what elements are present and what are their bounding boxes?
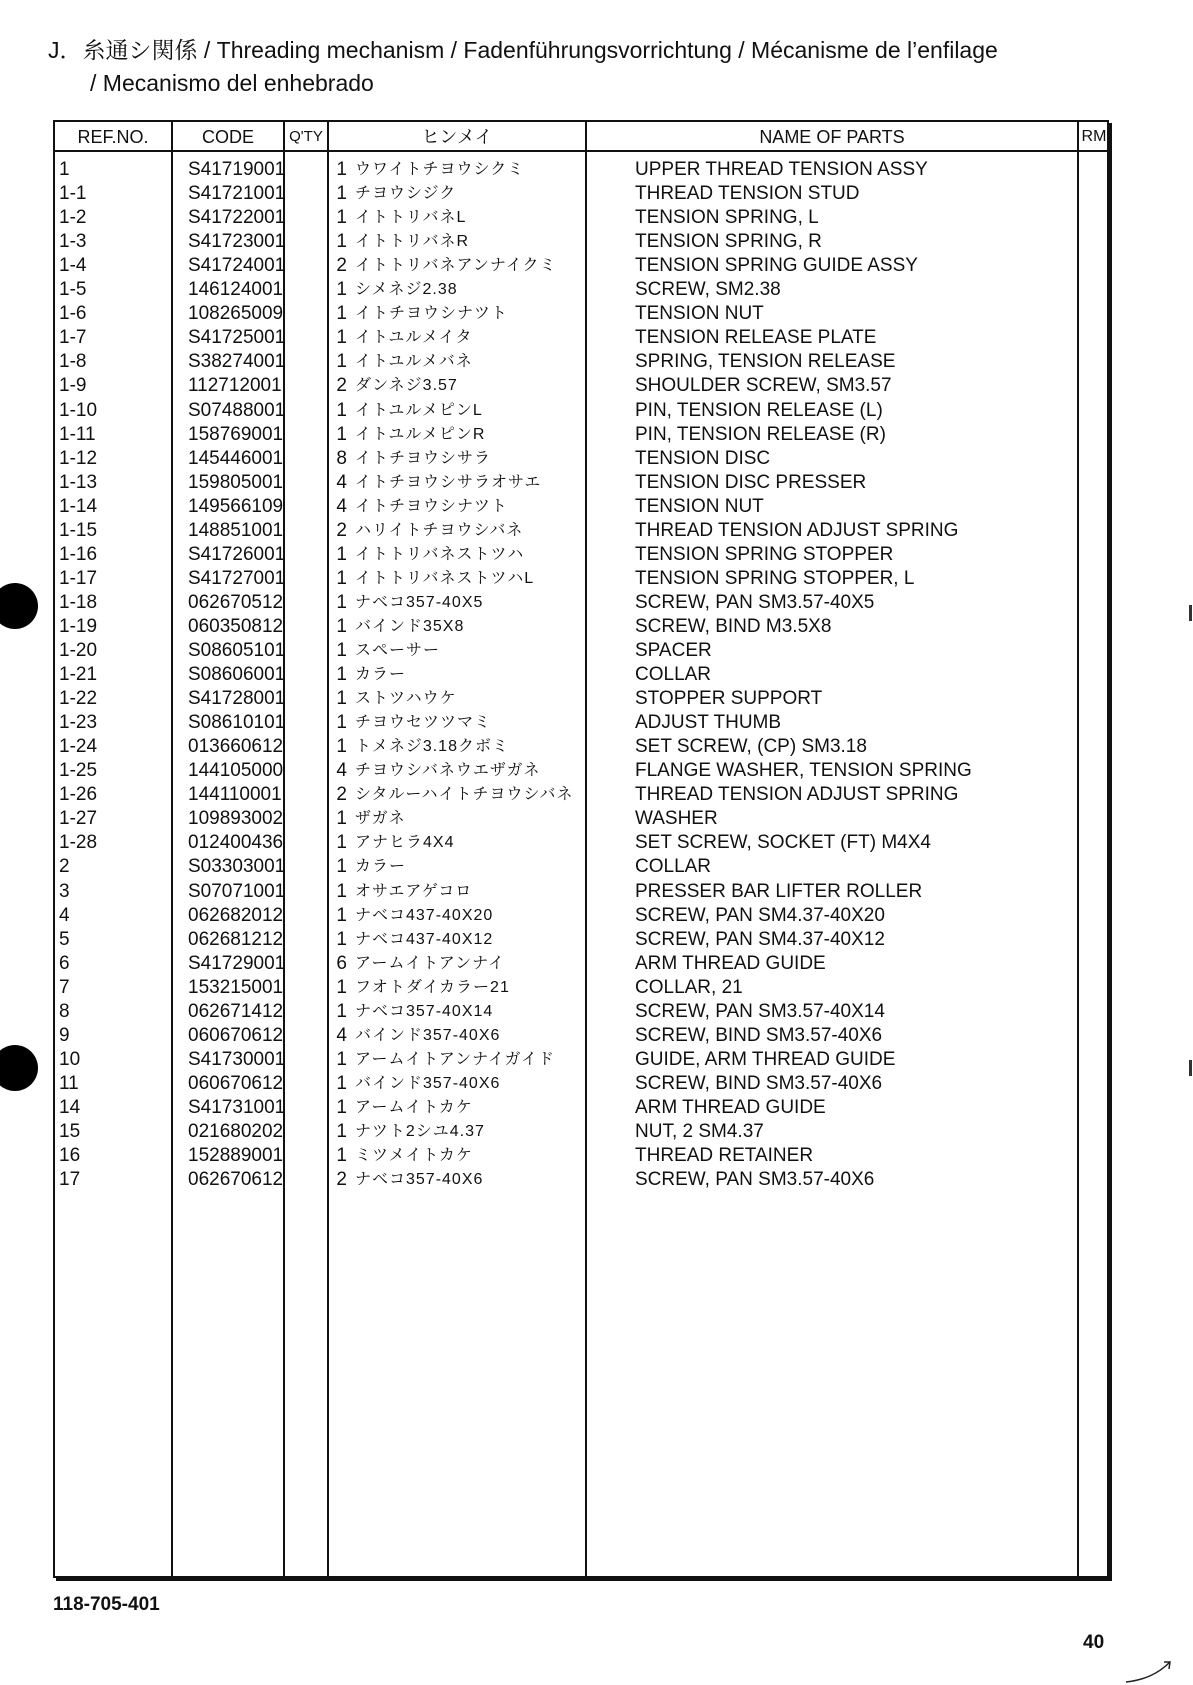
- header-qty: Q'TY: [289, 128, 323, 145]
- table-row: [55, 1048, 1107, 1072]
- edge-mark: [1189, 605, 1192, 621]
- ref-no-cell: 4: [59, 904, 70, 926]
- qty-cell: 1: [336, 183, 347, 205]
- part-name-cell: THREAD TENSION ADJUST SPRING: [635, 784, 959, 806]
- code-cell: S41727001: [188, 567, 286, 589]
- part-name-cell: SPACER: [635, 640, 712, 661]
- code-cell: 112712001: [188, 375, 282, 397]
- table-row: [55, 1144, 1107, 1168]
- table-row: [55, 976, 1107, 1000]
- ref-no-cell: 1-19: [59, 615, 98, 637]
- ref-no-cell: 1-26: [59, 784, 98, 806]
- part-name-cell: SCREW, PAN SM4.37-40X12: [635, 928, 885, 950]
- code-cell: 146124001: [188, 279, 284, 301]
- part-name-cell: SCREW, PAN SM3.57-40X6: [635, 1169, 875, 1191]
- table-row: [55, 1000, 1107, 1024]
- part-name-cell: THREAD TENSION STUD: [635, 183, 860, 205]
- code-cell: S08610101: [188, 712, 286, 734]
- code-cell: 149566109: [188, 495, 284, 517]
- kana-name-cell: イトトリバネアンナイクミ: [355, 257, 557, 275]
- code-cell: S41729001: [188, 952, 286, 974]
- qty-cell: 1: [336, 591, 347, 613]
- kana-name-cell: ナベコ357-40X14: [355, 1002, 494, 1020]
- table-row: [55, 880, 1107, 904]
- kana-name-cell: カラー: [355, 858, 407, 876]
- ref-no-cell: 1-4: [59, 255, 87, 277]
- qty-cell: 1: [336, 231, 347, 253]
- qty-cell: 1: [336, 399, 347, 421]
- code-cell: S41724001: [188, 255, 286, 277]
- part-name-cell: UPPER THREAD TENSION ASSY: [635, 159, 928, 180]
- part-name-cell: SET SCREW, (CP) SM3.18: [635, 736, 867, 758]
- qty-cell: 1: [336, 543, 347, 565]
- qty-cell: 1: [336, 1072, 347, 1094]
- code-cell: S07488001: [188, 399, 286, 421]
- ref-no-cell: 1-1: [59, 183, 87, 205]
- table-row: [55, 591, 1107, 615]
- code-cell: 144105000: [188, 760, 284, 782]
- kana-name-cell: チヨウシバネウエザガネ: [355, 762, 541, 780]
- table-row: [55, 399, 1107, 423]
- page-title-line1: J．糸通シ関係 / Threading mechanism / Fadenführungsvorrichtung / Mécanisme de l’enfilage: [48, 37, 998, 63]
- code-cell: S03303001: [188, 856, 286, 878]
- code-cell: S41722001: [188, 207, 286, 229]
- part-name-cell: SCREW, BIND SM3.57-40X6: [635, 1072, 883, 1094]
- ref-no-cell: 14: [59, 1096, 81, 1118]
- kana-name-cell: フオトダイカラー21: [355, 978, 510, 996]
- ref-no-cell: 1-15: [59, 519, 98, 541]
- edge-mark: [1189, 1060, 1192, 1076]
- header-rm: RM: [1081, 128, 1107, 145]
- qty-cell: 1: [336, 1096, 347, 1118]
- code-cell: S41731001: [188, 1096, 286, 1118]
- table-row: [55, 1168, 1107, 1192]
- qty-cell: 1: [336, 327, 347, 349]
- qty-cell: 2: [336, 255, 347, 277]
- kana-name-cell: スペーサー: [355, 642, 441, 659]
- code-cell: 062681212: [188, 928, 284, 950]
- qty-cell: 1: [336, 279, 347, 301]
- kana-name-cell: イトユルメイタ: [355, 329, 473, 347]
- code-cell: 062682012: [188, 904, 284, 926]
- table-row: [55, 447, 1107, 471]
- code-cell: 013660612: [188, 736, 284, 758]
- kana-name-cell: アナヒラ4X4: [355, 834, 455, 852]
- part-name-cell: TENSION SPRING, R: [635, 231, 822, 253]
- code-cell: 152889001: [188, 1145, 284, 1167]
- part-name-cell: SHOULDER SCREW, SM3.57: [635, 375, 892, 397]
- header-kana: ヒンメイ: [421, 127, 493, 147]
- table-row: [55, 928, 1107, 952]
- header-name: NAME OF PARTS: [759, 127, 905, 147]
- table-row: [55, 783, 1107, 807]
- kana-name-cell: ハリイトチヨウシバネ: [355, 521, 524, 539]
- qty-cell: 1: [336, 808, 347, 830]
- kana-name-cell: バインド35X8: [355, 617, 465, 635]
- code-cell: S07071001: [188, 880, 286, 902]
- part-name-cell: THREAD RETAINER: [635, 1145, 814, 1167]
- qty-cell: 1: [336, 856, 347, 878]
- ref-no-cell: 10: [59, 1048, 81, 1070]
- qty-cell: 4: [336, 760, 347, 782]
- table-row: [55, 350, 1107, 374]
- qty-cell: 6: [336, 952, 347, 974]
- page-number: 40: [1083, 1632, 1105, 1653]
- qty-cell: 1: [336, 159, 347, 180]
- ref-no-cell: 1-2: [59, 207, 87, 229]
- part-name-cell: TENSION DISC: [635, 447, 771, 469]
- code-cell: 108265009: [188, 303, 284, 325]
- part-name-cell: TENSION SPRING GUIDE ASSY: [635, 255, 918, 277]
- qty-cell: 1: [336, 976, 347, 998]
- ref-no-cell: 8: [59, 1000, 70, 1022]
- ref-no-cell: 11: [59, 1072, 79, 1094]
- qty-cell: 1: [336, 207, 347, 229]
- header-divider: [55, 150, 1107, 152]
- code-cell: S38274001: [188, 351, 286, 373]
- qty-cell: 4: [336, 495, 347, 517]
- qty-cell: 1: [336, 640, 347, 661]
- code-cell: 148851001: [188, 519, 284, 541]
- code-cell: S41728001: [188, 688, 286, 710]
- table-row: [55, 543, 1107, 567]
- table-row: [55, 423, 1107, 447]
- ref-no-cell: 7: [59, 976, 70, 998]
- kana-name-cell: ナベコ357-40X6: [355, 1171, 484, 1189]
- part-name-cell: SCREW, BIND M3.5X8: [635, 615, 832, 637]
- qty-cell: 1: [336, 928, 347, 950]
- qty-cell: 4: [336, 471, 347, 493]
- part-name-cell: TENSION SPRING STOPPER: [635, 543, 894, 565]
- table-row: [55, 904, 1107, 928]
- ref-no-cell: 1-18: [59, 591, 98, 613]
- part-name-cell: SCREW, PAN SM3.57-40X14: [635, 1000, 885, 1022]
- ref-no-cell: 2: [59, 856, 70, 878]
- kana-name-cell: アームイトカケ: [355, 1098, 473, 1116]
- ref-no-cell: 1-24: [59, 736, 98, 758]
- kana-name-cell: バインド357-40X6: [355, 1026, 501, 1044]
- part-name-cell: SPRING, TENSION RELEASE: [635, 351, 896, 373]
- ref-no-cell: 1-23: [59, 712, 98, 734]
- ref-no-cell: 1-28: [59, 832, 98, 854]
- ref-no-cell: 1-13: [59, 471, 98, 493]
- kana-name-cell: イトユルメピンL: [355, 401, 483, 419]
- table-row: [55, 687, 1107, 711]
- qty-cell: 2: [336, 1169, 347, 1191]
- binder-hole: [0, 583, 38, 629]
- qty-cell: 2: [336, 519, 347, 541]
- binder-hole: [0, 1045, 38, 1091]
- code-cell: 109893002: [188, 808, 284, 830]
- corner-mark: [1124, 1660, 1172, 1684]
- kana-name-cell: ダンネジ3.57: [355, 377, 458, 395]
- code-cell: 062671412: [188, 1000, 284, 1022]
- ref-no-cell: 15: [59, 1121, 81, 1142]
- kana-name-cell: イトユルメピンR: [355, 425, 486, 443]
- table-row: [55, 158, 1107, 182]
- qty-cell: 1: [336, 1000, 347, 1022]
- part-name-cell: SCREW, BIND SM3.57-40X6: [635, 1024, 883, 1046]
- kana-name-cell: イトトリバネL: [355, 209, 467, 227]
- kana-name-cell: ミツメイトカケ: [355, 1147, 473, 1165]
- table-row: [55, 1120, 1107, 1144]
- kana-name-cell: ナベコ357-40X5: [355, 593, 484, 611]
- ref-no-cell: 1: [59, 159, 70, 180]
- kana-name-cell: アームイトアンナイガイド: [355, 1050, 556, 1068]
- ref-no-cell: 1-10: [59, 399, 98, 421]
- table-row: [55, 254, 1107, 278]
- ref-no-cell: 1-27: [59, 808, 98, 830]
- kana-name-cell: ナベコ437-40X20: [355, 906, 494, 924]
- table-row: [55, 471, 1107, 495]
- code-cell: 158769001: [188, 423, 284, 445]
- part-name-cell: SCREW, PAN SM3.57-40X5: [635, 591, 875, 613]
- header-ref: REF.NO.: [77, 127, 149, 147]
- kana-name-cell: ナツト2シユ4.37: [355, 1123, 485, 1140]
- part-name-cell: COLLAR: [635, 856, 712, 878]
- table-row: [55, 1096, 1107, 1120]
- table-row: [55, 1024, 1107, 1048]
- part-name-cell: FLANGE WASHER, TENSION SPRING: [635, 760, 972, 782]
- table-row: [55, 278, 1107, 302]
- ref-no-cell: 1-11: [59, 423, 96, 445]
- ref-no-cell: 1-12: [59, 447, 98, 469]
- kana-name-cell: シタルーハイトチヨウシバネ: [355, 786, 574, 804]
- qty-cell: 1: [336, 1145, 347, 1167]
- code-cell: 153215001: [188, 976, 284, 998]
- table-row: [55, 302, 1107, 326]
- kana-name-cell: トメネジ3.18クボミ: [355, 738, 509, 756]
- part-name-cell: NUT, 2 SM4.37: [635, 1121, 764, 1142]
- part-name-cell: TENSION NUT: [635, 303, 764, 325]
- ref-no-cell: 1-14: [59, 495, 98, 517]
- ref-no-cell: 1-6: [59, 303, 87, 325]
- qty-cell: 1: [336, 351, 347, 373]
- kana-name-cell: イトトリバネR: [355, 233, 470, 251]
- document-code: 118-705-401: [53, 1594, 160, 1615]
- qty-cell: 1: [336, 832, 347, 854]
- table-row: [55, 807, 1107, 831]
- header-code: CODE: [201, 127, 254, 147]
- table-row: [55, 759, 1107, 783]
- code-cell: 159805001: [188, 471, 284, 493]
- code-cell: 060350812: [188, 615, 284, 637]
- part-name-cell: PIN, TENSION RELEASE (R): [635, 423, 886, 445]
- parts-table: [53, 120, 1109, 1578]
- kana-name-cell: アームイトアンナイ: [355, 954, 505, 972]
- code-cell: S41730001: [188, 1048, 286, 1070]
- part-name-cell: TENSION SPRING STOPPER, L: [635, 567, 915, 589]
- qty-cell: 1: [336, 615, 347, 637]
- page-title-line2: / Mecanismo del enhebrado: [90, 70, 374, 96]
- ref-no-cell: 1-20: [59, 640, 98, 661]
- table-row: [55, 495, 1107, 519]
- code-cell: S41723001: [188, 231, 286, 253]
- ref-no-cell: 1-9: [59, 375, 87, 397]
- page-title: [48, 34, 998, 100]
- part-name-cell: THREAD TENSION ADJUST SPRING: [635, 519, 959, 541]
- qty-cell: 1: [336, 303, 347, 325]
- ref-no-cell: 16: [59, 1145, 81, 1167]
- kana-name-cell: シメネジ2.38: [355, 281, 458, 299]
- part-name-cell: PIN, TENSION RELEASE (L): [635, 399, 883, 421]
- qty-cell: 1: [336, 423, 347, 445]
- kana-name-cell: ナベコ437-40X12: [355, 930, 494, 948]
- code-cell: S41721001: [188, 183, 286, 205]
- part-name-cell: COLLAR, 21: [635, 976, 743, 998]
- table-row: [55, 1072, 1107, 1096]
- ref-no-cell: 1-5: [59, 279, 87, 301]
- kana-name-cell: ウワイトチヨウシクミ: [355, 161, 525, 178]
- kana-name-cell: チヨウセツツマミ: [355, 714, 492, 732]
- ref-no-cell: 1-8: [59, 351, 87, 373]
- ref-no-cell: 1-16: [59, 543, 98, 565]
- qty-cell: 1: [336, 688, 347, 710]
- code-cell: 145446001: [188, 447, 284, 469]
- table-row: [55, 831, 1107, 855]
- ref-no-cell: 9: [59, 1024, 70, 1046]
- ref-no-cell: 1-7: [59, 327, 87, 349]
- code-cell: S41719001: [188, 159, 286, 180]
- table-row: [55, 206, 1107, 230]
- ref-no-cell: 1-25: [59, 760, 98, 782]
- kana-name-cell: カラー: [355, 666, 407, 684]
- qty-cell: 1: [336, 567, 347, 589]
- qty-cell: 2: [336, 375, 347, 397]
- kana-name-cell: イトユルメバネ: [355, 353, 473, 371]
- code-cell: 144110001: [188, 784, 282, 806]
- qty-cell: 4: [336, 1024, 347, 1046]
- table-row: [55, 855, 1107, 879]
- ref-no-cell: 1-3: [59, 231, 87, 253]
- qty-cell: 1: [336, 712, 347, 734]
- qty-cell: 1: [336, 1121, 347, 1142]
- qty-cell: 1: [336, 904, 347, 926]
- kana-name-cell: イトチヨウシナツト: [355, 497, 508, 515]
- code-cell: S08606001: [188, 664, 286, 686]
- kana-name-cell: イトチヨウシサラ: [355, 449, 492, 467]
- ref-no-cell: 17: [59, 1169, 81, 1191]
- part-name-cell: TENSION DISC PRESSER: [635, 471, 867, 493]
- table-row: [55, 663, 1107, 687]
- part-name-cell: ADJUST THUMB: [635, 712, 782, 734]
- part-name-cell: TENSION SPRING, L: [635, 207, 819, 229]
- kana-name-cell: ザガネ: [355, 810, 406, 828]
- ref-no-cell: 3: [59, 880, 70, 902]
- kana-name-cell: ストツハウケ: [355, 690, 457, 708]
- table-row: [55, 519, 1107, 543]
- code-cell: S08605101: [188, 640, 286, 661]
- table-row: [55, 230, 1107, 254]
- table-row: [55, 711, 1107, 735]
- code-cell: 060670612: [188, 1024, 284, 1046]
- part-name-cell: TENSION NUT: [635, 495, 764, 517]
- table-row: [55, 735, 1107, 759]
- part-name-cell: GUIDE, ARM THREAD GUIDE: [635, 1048, 896, 1070]
- kana-name-cell: オサエアゲコロ: [355, 882, 473, 900]
- part-name-cell: SET SCREW, SOCKET (FT) M4X4: [635, 832, 931, 854]
- table-row: [55, 639, 1107, 663]
- part-name-cell: SCREW, SM2.38: [635, 279, 781, 301]
- kana-name-cell: イトチヨウシサラオサエ: [355, 473, 542, 491]
- ref-no-cell: 1-17: [59, 567, 98, 589]
- kana-name-cell: チヨウシジク: [355, 185, 457, 203]
- part-name-cell: STOPPER SUPPORT: [635, 688, 823, 710]
- code-cell: 062670612: [188, 1169, 284, 1191]
- ref-no-cell: 1-21: [59, 664, 98, 686]
- ref-no-cell: 5: [59, 928, 70, 950]
- code-cell: 021680202: [188, 1121, 284, 1142]
- qty-cell: 1: [336, 664, 347, 686]
- code-cell: 012400436: [188, 832, 284, 854]
- table-row: [55, 615, 1107, 639]
- table-row: [55, 567, 1107, 591]
- part-name-cell: PRESSER BAR LIFTER ROLLER: [635, 880, 923, 902]
- kana-name-cell: バインド357-40X6: [355, 1074, 501, 1092]
- part-name-cell: TENSION RELEASE PLATE: [635, 327, 877, 349]
- code-cell: S41726001: [188, 543, 286, 565]
- qty-cell: 8: [336, 447, 347, 469]
- qty-cell: 1: [336, 880, 347, 902]
- qty-cell: 1: [336, 1048, 347, 1070]
- table-row: [55, 326, 1107, 350]
- part-name-cell: WASHER: [635, 808, 718, 830]
- kana-name-cell: イトトリバネストツハ: [355, 545, 525, 563]
- code-cell: 062670512: [188, 591, 284, 613]
- ref-no-cell: 6: [59, 952, 70, 974]
- kana-name-cell: イトチヨウシナツト: [355, 305, 508, 323]
- part-name-cell: COLLAR: [635, 664, 712, 686]
- part-name-cell: ARM THREAD GUIDE: [635, 952, 826, 974]
- part-name-cell: ARM THREAD GUIDE: [635, 1096, 826, 1118]
- qty-cell: 2: [336, 784, 347, 806]
- code-cell: 060670612: [188, 1072, 284, 1094]
- code-cell: S41725001: [188, 327, 286, 349]
- kana-name-cell: イトトリバネストツハL: [355, 569, 535, 587]
- table-row: [55, 952, 1107, 976]
- ref-no-cell: 1-22: [59, 688, 98, 710]
- part-name-cell: SCREW, PAN SM4.37-40X20: [635, 904, 885, 926]
- qty-cell: 1: [336, 736, 347, 758]
- table-row: [55, 182, 1107, 206]
- table-row: [55, 374, 1107, 398]
